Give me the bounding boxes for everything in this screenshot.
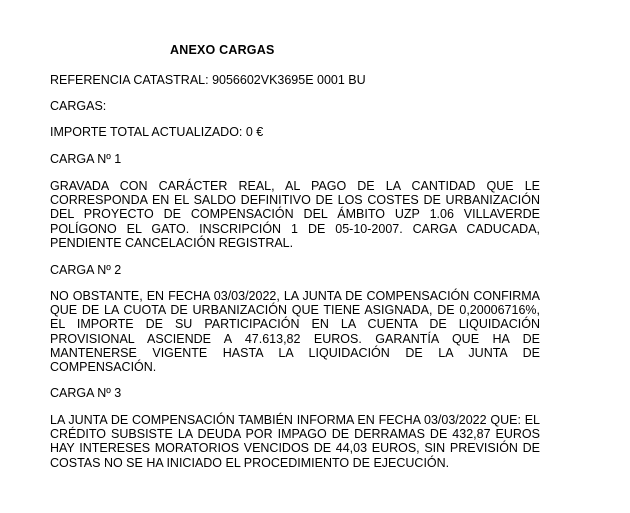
carga-3-heading: CARGA Nº 3	[50, 386, 122, 400]
cargas-label: CARGAS:	[50, 99, 107, 113]
carga-2-heading: CARGA Nº 2	[50, 263, 122, 277]
referencia-catastral: REFERENCIA CATASTRAL: 9056602VK3695E 0001 BU	[50, 73, 366, 87]
document-title: ANEXO CARGAS	[170, 43, 275, 57]
importe-total: IMPORTE TOTAL ACTUALIZADO: 0 €	[50, 125, 264, 139]
carga-3-text: LA JUNTA DE COMPENSACIÓN TAMBIÉN INFORMA EN FECHA 03/03/2022 QUE: EL CRÉDITO SUBSISTE LA DEUDA POR IMPAGO DE DERRAMAS DE 432,87 EUROS HAY INTERESES MORATORIOS VENCIDOS DE 44,03 EUROS, SIN PREVISIÓN DE COSTAS NO SE HA INICIADO EL PROCEDIMIENTO DE EJECUCIÓN.	[50, 413, 540, 470]
carga-1-heading: CARGA Nº 1	[50, 152, 122, 166]
carga-2-text: NO OBSTANTE, EN FECHA 03/03/2022, LA JUNTA DE COMPENSACIÓN CONFIRMA QUE DE LA CUOTA DE URBANIZACIÓN QUE TIENE ASIGNADA, DE 0,20006716%, EL IMPORTE DE SU PARTICIPACIÓN EN LA CUENTA DE LIQUIDACIÓN PROVISIONAL ASCIENDE A 47.613,82 EUROS. GARANTÍA QUE HA DE MANTENERSE VIGENTE HASTA LA LIQUIDACIÓN DE LA JUNTA DE COMPENSACIÓN.	[50, 289, 540, 375]
carga-1-text: GRAVADA CON CARÁCTER REAL, AL PAGO DE LA CANTIDAD QUE LE CORRESPONDA EN EL SALDO DEFINITIVO DE LOS COSTES DE URBANIZACIÓN DEL PROYECTO DE COMPENSACIÓN DEL ÁMBITO UZP 1.06 VILLAVERDE POLÍGONO EL GATO. INSCRIPCIÓN 1 DE 05-10-2007. CARGA CADUCADA, PENDIENTE CANCELACIÓN REGISTRAL.	[50, 179, 540, 250]
